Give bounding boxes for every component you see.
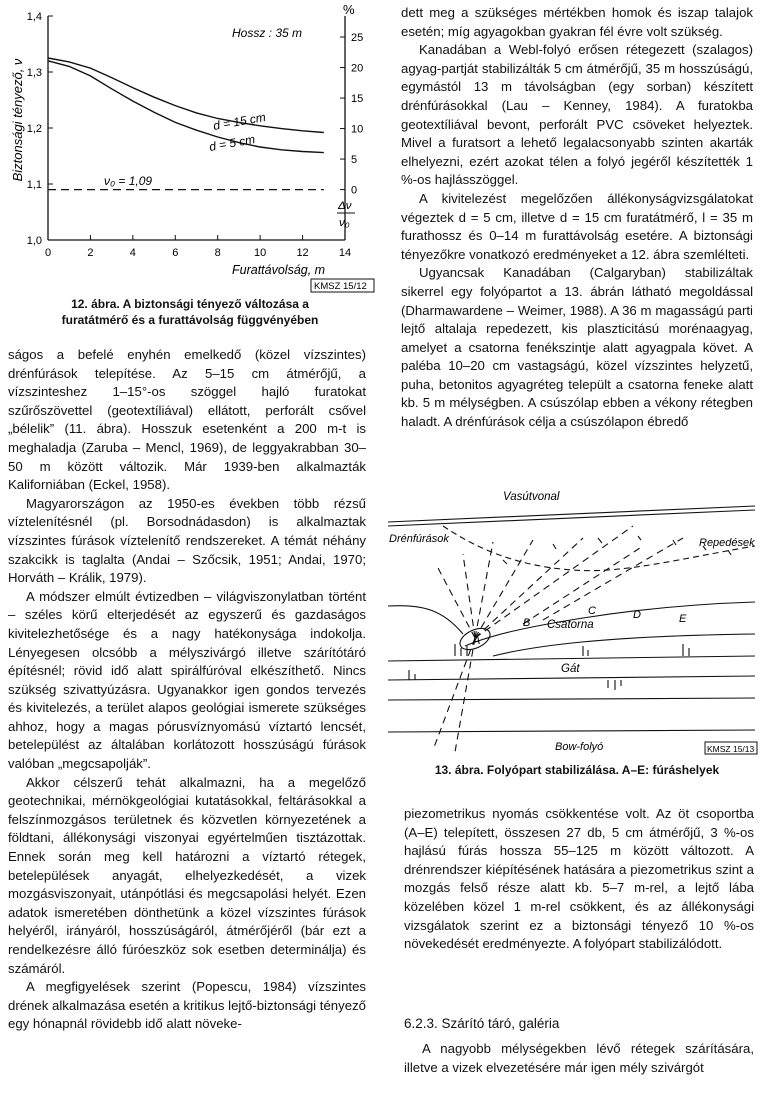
- river-line: [388, 730, 755, 732]
- river-label: Bow-folyó: [555, 741, 604, 753]
- y-axis-label: Biztonsági tényező, ν: [10, 58, 25, 182]
- d15-label: d = 15 cm: [212, 109, 267, 133]
- point-e-label: E: [679, 613, 687, 625]
- right-nu0-label: ν₀: [339, 217, 350, 229]
- right-tick-label: 20: [351, 62, 364, 75]
- curve-d5: [48, 61, 324, 153]
- right-tick-label: 25: [351, 32, 364, 44]
- canal-bank-lower: [493, 634, 755, 656]
- x-tick-label: 10: [254, 247, 267, 259]
- ground-surface: [388, 606, 463, 634]
- paragraph: piezometrikus nyomás csökkentése volt. Az öt csoportba (A–E) telepített, összesen 27 db, 5 cm átmérőjű, 3 %-os hajlású fúrás hossza 55–125 m között változott. A drénrendszer kiépítésének hatására a piezometrikus szint a mozgás felső része alatt kb. 5–7 m-rel, a lejtő lába közelében közel 1 m-rel csökkent, és az állékonysági vizsgálatok szerint ez a biztonsági tényező 10 %-os növekedését eredményezte. A folyópart stabilizálódott.: [404, 806, 754, 952]
- x-tick-label: 12: [296, 247, 309, 259]
- nu0-label: ν₀ = 1,09: [104, 174, 153, 188]
- paragraph: Akkor célszerű tehát alkalmazni, ha a megelőző geotechnikai, mérnökgeológiai kutatásokkal, feltárásokkal a felszínmozgásos területnek és közvetlen környezetének a földtani, állékonysági viszonyai egyértelműen tisztázottak. Ennek során meg kell határozni a víztartó rétegek, betelepülések anyagát, elhelyezkedését, a vizek mozgásviszonyait, utánpótlási és megcsapolási helyét. Ezen adatok ismeretében dönthetünk a közel vízszintes fúrások helyéről, irányáról, hosszúságáról, átmérőjéről (bár ezt a rendelkezésre álló fúróeszköz sok esetben determinálja) és számáról.: [8, 774, 366, 976]
- stamp-text: KMSZ 15/13: [707, 744, 755, 754]
- x-tick-label: 0: [44, 247, 52, 259]
- point-d-label: D: [633, 609, 641, 621]
- paragraph: dett meg a szükséges mértékben homok és iszap talajok esetén; míg agyagokban gyakran fél évre volt szükség.: [401, 5, 753, 39]
- x-tick-label: 14: [338, 247, 352, 259]
- paragraph: Kanadában a Webl-folyó erősen rétegezett (szalagos) agyag-partját stabilizálták 5 cm átmérőjű, 35 m hosszúságú, egymástól 13 m távolságban (egy sorban) készített drénfúrásokkal (Lau – Kenney, 1984). A furatokba geotextíliával bevont, perforált PVC csöveket helyeztek. Mivel a furatsort a lehető legalacsonyabb szinten akarták elhelyezni, ezért azokat télen a folyó jegéről készítették 1 %-os hajlásszöggel.: [401, 42, 753, 188]
- railway-label: Vasútvonal: [503, 491, 560, 503]
- section-heading: 6.2.3. Szárító táró, galéria: [404, 1016, 560, 1031]
- x-tick-label: 8: [214, 247, 221, 259]
- drain-boreholes: [433, 526, 683, 752]
- figure-12-chart: [0, 0, 380, 300]
- gat-line-top: [388, 656, 755, 661]
- figure-12-caption: [20, 296, 360, 328]
- right-tick-label: 5: [351, 154, 358, 167]
- y-tick-label: 1,4: [26, 11, 42, 23]
- d5-label: d = 5 cm: [208, 132, 257, 154]
- point-c-label: C: [588, 605, 596, 617]
- y-tick-label: 1,0: [26, 235, 42, 247]
- right-column-top: [401, 4, 753, 432]
- point-b-label: B: [523, 617, 531, 629]
- y-tick-label: 1,2: [26, 123, 42, 135]
- drain-label: Drénfúrások: [389, 533, 449, 545]
- x-tick-label: 2: [87, 247, 94, 259]
- paragraph: A módszer elmúlt évtizedben – világviszonylatban történt – széles körű elterjedését az egyszerű és gazdaságos kivitelezhetősége és a nagy hatékonysága indokolja. Lényegesen olcsóbb a mélyszivárgó illetve szárítótáró építésnél; rövid idő alatt spirálfúróval elkészíthető. Nincs szükség szivattyúzásra. Ugyanakkor igen gondos tervezés és kivitelezés, a terület alapos geológiai ismerete szükséges ahhoz, hogy a magas pórusvíznyomású víztartó lencsét, betelepülést az általában korlátozott hosszúságú fúrások valóban „megcsapolják”.: [8, 588, 366, 772]
- right-unit-label: %: [343, 2, 355, 17]
- paragraph: ságos a befelé enyhén emelkedő (közel vízszintes) drénfúrások telepítése. Az 5–15 cm átmérőjű, a vízszinteshez 1–15°-os szöggel hajló furatokat szűrőszövettel (geotextíliával) ellátott, perforált csővel „bélelik” (11. ábra). Hosszuk esetenként a 200 m-t is meghaladja (Zaruba – Mencl, 1969), de leggyakrabban 30–50 m között változik. Már 1939-ben alkalmazták Kaliforniában (Eckel, 1958).: [8, 347, 366, 493]
- canal-label: Csatorna: [547, 619, 594, 631]
- right-tick-label: 15: [351, 93, 364, 106]
- paragraph: A kivitelezést megelőzően állékonyságvizsgálatokat végeztek d = 5 cm, illetve d = 15 cm furatátmérő, l = 35 m furathossz és 0–14 m furattávolság esetére. A biztonsági tényezőkre vonatkozó eredményeket a 12. ábra szemlélteti.: [401, 190, 753, 262]
- y-tick-label: 1,3: [26, 67, 42, 79]
- x-axis-label: Furattávolság, m: [232, 263, 326, 277]
- figure-13-caption: 13. ábra. Folyópart stabilizálása. A–E: fúráshelyek: [434, 763, 720, 777]
- railway-line: [388, 506, 755, 522]
- curve-d15: [48, 58, 324, 133]
- gat-line-bottom: [388, 676, 755, 680]
- x-tick-label: 6: [172, 247, 179, 259]
- x-tick-label: 4: [129, 247, 136, 259]
- hossz-label: Hossz : 35 m: [232, 26, 303, 40]
- y-tick-label: 1,1: [26, 179, 42, 191]
- right-delta-label: Δν: [338, 200, 352, 212]
- figure-13-diagram: [383, 486, 760, 760]
- caption-line: 12. ábra. A biztonsági tényező változása a: [71, 297, 309, 311]
- left-column: [8, 346, 366, 1034]
- right-column-last: [404, 1040, 754, 1077]
- paragraph: A megfigyelések szerint (Popescu, 1984) vízszintes drének alkalmazása esetén a kritikus lejtő-biztonsági tényező egy hónapnál rövidebb idő alatt növeke-: [8, 979, 366, 1032]
- paragraph: Ugyancsak Kanadában (Calgaryban) stabilizáltak sikerrel egy folyópartot a 13. ábrán látható megoldással (Dharmawardene – Weimer, 1988). A 36 m magasságú parti lejtő altalaja repedezett, kis plaszticitású morénaagyag, amelyet a csatorna fenékszintje alatt agyagpala követ. A paléba 10–20 cm vastagságú, közel vízszintes helyzetű, puha, betonitos agyagréteg települt a csatorna feneke alatt kb. 5 m mélységben. A csúszólap ebben a vékony rétegben haladt. A drénfúrások célja a csúszólapon ébredő: [401, 265, 753, 430]
- right-column-bottom: [404, 805, 754, 954]
- caption-line: furatátmérő és a furattávolság függvényében: [61, 313, 319, 327]
- gat-label: Gát: [561, 663, 580, 675]
- paragraph: Magyarországon az 1950-es években több rézsű víztelenítésnél (pl. Borsodnádasdon) is alkalmaztak vízszintes fúrások víztelenítő rendszereket. A témát néhány szakcikk is taglalta (Andai – Szőcsik, 1951; Andai, 1970; Horváth – Králik, 1979).: [8, 495, 366, 586]
- stamp-text: KMSZ 15/12: [314, 281, 367, 292]
- point-a-label: A: [473, 635, 481, 647]
- paragraph: A nagyobb mélységekben lévő rétegek szárítására, illetve a vizek elvezetésére már igen mély szivárgót: [404, 1041, 754, 1075]
- cracks-label: Repedések: [699, 537, 755, 549]
- right-tick-label: 10: [351, 123, 364, 136]
- right-tick-label: 0: [351, 184, 358, 197]
- railway-line-lower: [388, 510, 755, 526]
- lower-line: [388, 698, 755, 700]
